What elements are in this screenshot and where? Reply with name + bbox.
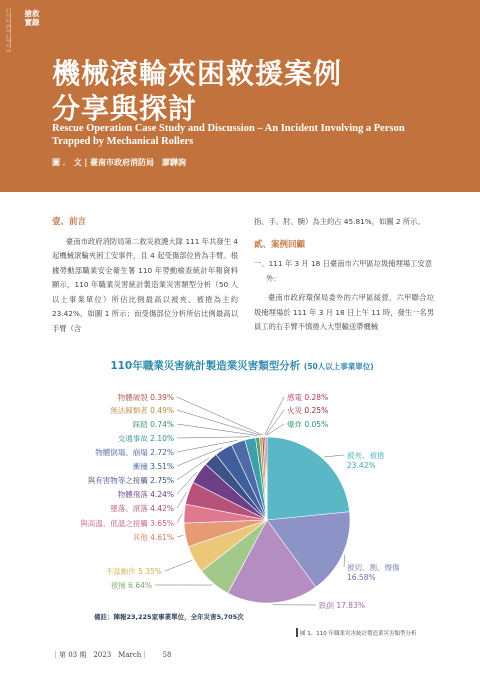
intro-paragraph: 臺南市政府消防局第二救災救護大隊 111 年共發生 4 起機械滾輪夾困工安事件，且 4 起受傷部位皆為手臂。根據勞動部職業安全衛生署 110 年勞動檢查統計年報資料顯示，110 年職業災害統計製造業災害類型分析（50 人以上事業單位）所佔比例最高以被夾、被捲為主約 23.42%，如圖 1 所示；而受傷部位分析所佔比例最高以手臂（含 [52,236,238,333]
section-heading-case-review: 貳、案例回顧 [254,239,306,250]
pie-chart-figure [52,350,432,630]
pie-slice-label: 無法歸類者 0.49% [110,406,174,415]
chart-note: 備註：陣報23,225家事業單位，全年災害5,705次 [94,613,244,621]
pie-leader-line [265,397,284,435]
pie-leader-line [266,410,284,435]
pie-leader-line [177,397,263,435]
pie-leader-line [177,410,261,435]
byline: 圖 ． 文 | 臺南市政府消防局 廖驊詢 [52,157,187,167]
page-footer [52,650,171,660]
pie-slice [267,437,350,520]
caption-marker [296,628,298,637]
section-tag: 搶救實錄 [24,9,40,27]
pie-leader-line [177,437,250,438]
pie-slice-label: 感電 0.28% [287,393,329,402]
pie-leader-line [177,513,182,523]
pie-slice-label: 被切、割、擦傷 16.58% [347,563,400,582]
pie-slice-label: 爆炸 0.05% [287,420,329,429]
chart-title-sub: (50人以上事業單位) [303,362,374,371]
text-column-right [254,215,434,335]
pie-leader-line [324,455,344,457]
intro-paragraph-continued: 指、手、肘、腕）為主約占 45.81%，如圖 2 所示。 [254,217,425,226]
pie-slice-label: 衝撞 3.51% [132,462,174,471]
pie-leader-line [177,424,257,436]
page-number: 58 [162,651,172,659]
article-title-line1: 機械滾輪夾困救援案例 [52,57,343,90]
pie-slice-label: 踩踏 0.74% [132,420,174,429]
pie-slice-label: 物體飛落 4.24% [117,490,174,499]
pie-slice-label: 火災 0.25% [287,406,329,415]
pie-slice-label: 與高溫、低溫之接觸 3.65% [80,519,174,528]
pie-slice-label: 其他 4.61% [132,533,174,542]
pie-slice-label: 物體倒塌、崩塌 2.72% [95,448,174,457]
footer-issue: ｜第 03 期 2023 March｜ [52,651,149,659]
pie-leader-line [165,560,192,571]
case-item-1: 一、111 年 3 月 18 日臺南市六甲區垃圾掩埋場工安意外： [254,259,433,283]
article-title-line2: 分享與探討 [52,92,198,125]
pie-chart [52,350,432,630]
section-heading-intro: 壹、前言 [52,217,87,227]
pie-slice-label: 物體破裂 0.39% [117,393,174,402]
chart-title [52,358,432,373]
pie-slice-label: 不當動作 5.35% [105,567,162,576]
pie-leader-line [177,535,183,537]
pie-slice-label: 交通事故 2.10% [117,434,174,443]
pie-slice-label: 墜落、滾落 4.42% [110,504,174,513]
header-stripe [10,8,16,48]
pie-slice-label: 被夾、被捲 23.42% [347,451,385,470]
header-banner [0,0,480,192]
case-paragraph: 臺南市政府環保局委外的六甲區綏營、六甲聯合垃圾掩埋場於 111 年 3 月 18 日上午 11 時，發生一名男員工的右手臂不慎捲入大型輸送帶機械 [254,293,434,331]
section-tag-subtext: Emergency Rescue [6,8,12,53]
text-column-left [52,215,238,336]
chart-title-main: 110年職業災害統計製造業災害類型分析 [110,360,301,372]
article-title-english: Rescue Operation Case Study and Discussion – An Incident Involving a Person Trapped by Mechanical Rollers [52,123,405,147]
pie-slice-label: 被撞 6.64% [110,581,152,590]
pie-leader-line [344,555,345,567]
pie-slice-label: 與有害物等之接觸 2.75% [87,476,174,485]
pie-slice-label: 跌倒 17.83% [319,601,365,610]
article-title [52,56,342,126]
figure-caption: 圖 1、110 年職業災害統計製造業災害類型分析 [300,631,417,637]
